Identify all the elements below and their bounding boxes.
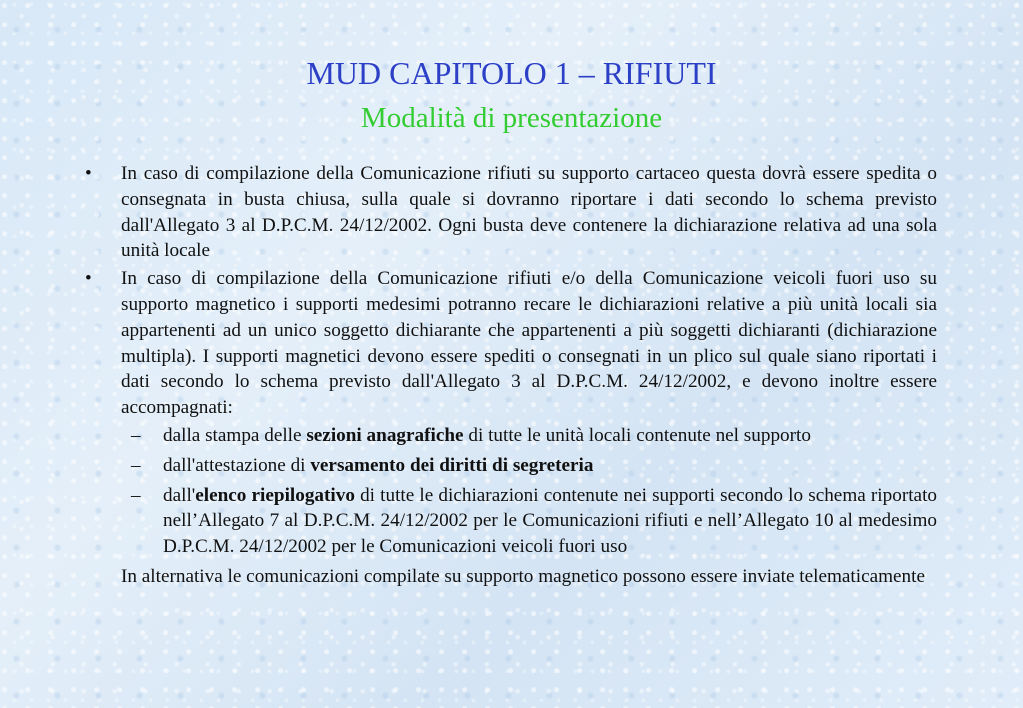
slide-content xyxy=(85,161,937,590)
sub-item-text-after: di tutte le unità locali contenute nel supporto xyxy=(463,424,811,446)
slide-title: MUD CAPITOLO 1 – RIFIUTI xyxy=(306,55,717,91)
bullet-item xyxy=(85,161,937,264)
sub-item-text-after: di tutte le dichiarazioni contenute nei supporti secondo lo schema riportato nell’Allegato 7 al D.P.C.M. 24/12/2002 per le Comunicazioni rifiuti e nell’Allegato 10 al medesimo D.P.C.M. 24/12/2002 per le Comunicazioni veicoli fuori uso xyxy=(163,484,937,558)
bullet-marker: • xyxy=(85,268,92,290)
dash-marker: – xyxy=(131,484,141,506)
closing-paragraph: In alternativa le comunicazioni compilate su supporto magnetico possono essere inviate telematicamente xyxy=(121,565,926,587)
sub-item xyxy=(85,453,937,479)
slide-subtitle: Modalità di presentazione xyxy=(360,102,663,134)
sub-item-text-before: dalla stampa delle xyxy=(163,424,307,446)
sub-item xyxy=(85,483,937,560)
sub-item-text-bold: elenco riepilogativo xyxy=(195,484,355,506)
bullet-item xyxy=(85,266,937,421)
dash-marker: – xyxy=(131,454,141,476)
sub-item-text-before: dall'attestazione di xyxy=(163,454,311,476)
sub-item-text-bold: sezioni anagrafiche xyxy=(306,424,464,446)
sub-item-text-before: dall' xyxy=(163,484,196,506)
sub-item xyxy=(85,423,937,449)
sub-item-text-bold: versamento dei diritti di segreteria xyxy=(310,454,594,476)
dash-marker: – xyxy=(131,424,141,446)
bullet-text: In caso di compilazione della Comunicazione rifiuti su supporto cartaceo questa dovrà essere spedita o consegnata in busta chiusa, sulla quale si dovranno riportare i dati secondo lo schema previsto dall'Allegato 3 al D.P.C.M. 24/12/2002. Ogni busta deve contenere la dichiarazione relativa ad una sola unità locale xyxy=(121,163,937,262)
bullet-text: In caso di compilazione della Comunicazione rifiuti e/o della Comunicazione veicoli fuori uso su supporto magnetico i supporti medesimi potranno recare le dichiarazioni relative a più unità locali sia appartenenti ad un unico soggetto dichiarante che appartenenti a più soggetti dichiaranti (dichiarazione multipla). I supporti magnetici devono essere spediti o consegnati in un plico sul quale siano riportati i dati secondo lo schema previsto dall'Allegato 3 al D.P.C.M. 24/12/2002, e devono inoltre essere accompagnati: xyxy=(121,268,937,419)
bullet-marker: • xyxy=(85,163,92,184)
